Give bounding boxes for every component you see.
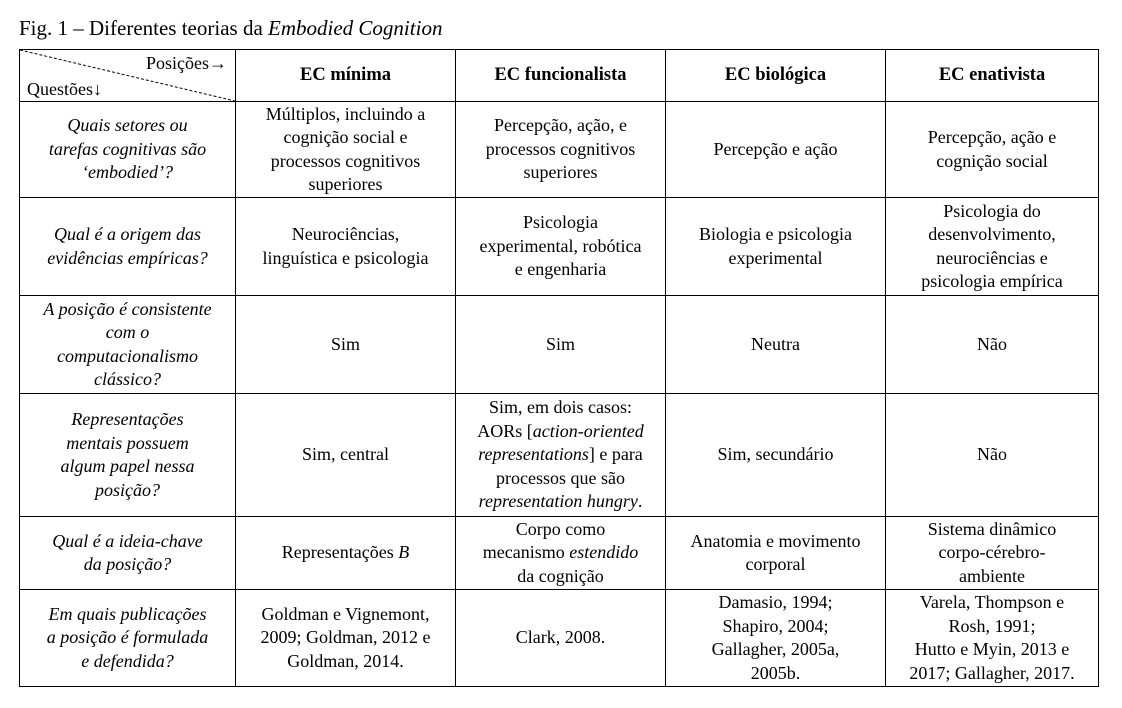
table-row [20, 590, 1099, 687]
cell-text: experimental, robótica [479, 235, 642, 256]
rows-label: Questões↓ [27, 79, 102, 99]
table-cell [456, 198, 666, 296]
question-cell [20, 198, 236, 296]
cell-text: Sim [330, 333, 360, 354]
cell-text: corporal [745, 554, 806, 574]
cell-text: Biologia e psicologia [699, 224, 852, 244]
cell-text: A posição é consistente [43, 298, 212, 319]
table-row [20, 394, 1099, 517]
table-cell [236, 517, 456, 590]
cell-text: Sistema dinâmico [927, 518, 1057, 539]
cell-text: experimental [728, 247, 823, 268]
cell-text: ambiente [959, 565, 1025, 586]
cell-text: AORs [ [477, 420, 533, 441]
cell-text: superiores [308, 174, 383, 194]
cell-text: Neurociências, [291, 224, 400, 244]
table-row [20, 517, 1099, 590]
table-row [20, 296, 1099, 394]
cell-text: ‘embodied’? [82, 162, 173, 183]
cell-text: Varela, Thompson e [919, 592, 1065, 612]
table-cell [456, 590, 666, 687]
cell-text: Clark, 2008. [515, 627, 606, 648]
cell-text: com o [105, 322, 150, 342]
cell-text: da cognição [517, 565, 604, 586]
table-cell [236, 296, 456, 394]
cell-text: Gallagher, 2005a, [711, 639, 840, 659]
table-cell [886, 517, 1099, 590]
cell-text: processos cognitivos [485, 138, 636, 159]
cell-text: Rosh, 1991; [948, 615, 1036, 636]
cell-text: Goldman e Vignemont, [261, 603, 430, 624]
table-row [20, 102, 1099, 198]
cell-text: evidências empíricas? [47, 247, 208, 268]
cell-text: Corpo como [515, 518, 606, 539]
cell-text: ] e para [588, 444, 643, 465]
question-cell [20, 517, 236, 590]
cell-text: Hutto e Myin, 2013 e [914, 639, 1070, 659]
cell-text: representation hungry [478, 491, 638, 512]
cell-text: linguística e psicologia [262, 247, 429, 268]
table-cell [886, 590, 1099, 687]
cell-text: Sim, central [302, 444, 389, 465]
cell-text: tarefas cognitivas são [48, 138, 207, 159]
cell-text: Neutra [751, 333, 800, 354]
cell-text: Percepção, ação, e [494, 115, 627, 136]
table-cell [886, 394, 1099, 517]
header-row [20, 50, 1099, 102]
column-header: EC funcionalista [456, 50, 666, 102]
table-cell [456, 517, 666, 590]
cell-text: Quais setores ou [67, 115, 188, 136]
cell-text: cognição social e [283, 127, 408, 147]
cell-text: Qual é a ideia-chave [52, 530, 203, 551]
cell-text: action-oriented [532, 420, 644, 441]
cell-text: B [398, 542, 410, 563]
question-cell [20, 102, 236, 198]
columns-label: Posições→ [146, 53, 227, 73]
table-cell [666, 590, 886, 687]
cell-text: mentais possuem [66, 432, 189, 453]
cell-text: Shapiro, 2004; [722, 615, 829, 636]
table-cell [886, 102, 1099, 198]
question-cell [20, 296, 236, 394]
cell-text: representations [478, 444, 589, 465]
cell-text: 2005b. [750, 662, 801, 683]
table-cell [666, 517, 886, 590]
cell-text: 2009; Goldman, 2012 e [260, 627, 431, 648]
cell-text: Percepção, ação e [927, 127, 1057, 147]
cell-text: Representações [71, 409, 184, 429]
cell-text: Não [977, 444, 1007, 465]
figure-caption [19, 14, 442, 42]
cell-text: clássico? [94, 369, 161, 389]
cell-text: Psicologia [523, 212, 598, 233]
cell-text: da posição? [83, 554, 172, 574]
cell-text: processos que são [496, 467, 625, 488]
cell-text: Percepção e ação [713, 138, 838, 159]
caption-italic: Embodied Cognition [268, 16, 443, 40]
cell-text: e engenharia [514, 259, 607, 280]
cell-text: cognição social [936, 150, 1048, 171]
question-cell [20, 394, 236, 517]
cell-text: neurociências e [936, 247, 1048, 268]
table-cell [456, 394, 666, 517]
cell-text: mecanismo [482, 542, 570, 563]
table-cell [236, 590, 456, 687]
table-cell [236, 394, 456, 517]
caption-text: Fig. 1 – Diferentes teorias da [19, 16, 269, 40]
cell-text: Damasio, 1994; [718, 592, 833, 612]
cell-text: corpo-cérebro- [938, 542, 1046, 563]
theories-table [19, 49, 1099, 687]
cell-text: algum papel nessa [60, 456, 195, 476]
table-cell [666, 394, 886, 517]
column-header: EC enativista [886, 50, 1099, 102]
cell-text: Qual é a origem das [54, 224, 201, 244]
cell-text: Goldman, 2014. [287, 650, 404, 671]
cell-text: posição? [95, 479, 160, 500]
table-cell [666, 296, 886, 394]
cell-text: Múltiplos, incluindo a [265, 103, 426, 124]
table-cell [666, 198, 886, 296]
table-cell [666, 102, 886, 198]
table-row [20, 198, 1099, 296]
cell-text: Não [977, 333, 1007, 354]
cell-text: desenvolvimento, [928, 224, 1056, 244]
cell-text: computacionalismo [57, 345, 198, 366]
cell-text: estendido [569, 542, 639, 563]
column-header: EC biológica [666, 50, 886, 102]
cell-text: Em quais publicações [48, 603, 207, 624]
cell-text: 2017; Gallagher, 2017. [909, 662, 1075, 683]
cell-text: e defendida? [81, 650, 174, 671]
cell-text: processos cognitivos [270, 150, 421, 171]
table-cell [456, 102, 666, 198]
table-cell [886, 198, 1099, 296]
cell-text: Anatomia e movimento [690, 530, 861, 551]
cell-text: Sim, em dois casos: [489, 397, 632, 418]
cell-text: superiores [523, 162, 598, 183]
cell-text: a posição é formulada [46, 627, 209, 648]
table-cell [236, 102, 456, 198]
cell-text: Psicologia do [943, 200, 1041, 221]
cell-text: Sim, secundário [717, 444, 834, 465]
table-cell [886, 296, 1099, 394]
cell-text: Representações [281, 542, 399, 563]
column-header: EC mínima [236, 50, 456, 102]
table-cell [456, 296, 666, 394]
cell-text: psicologia empírica [921, 271, 1063, 291]
cell-text: Sim [545, 333, 575, 354]
cell-text: . [637, 491, 643, 512]
question-cell [20, 590, 236, 687]
corner-cell [20, 50, 236, 102]
table-cell [236, 198, 456, 296]
